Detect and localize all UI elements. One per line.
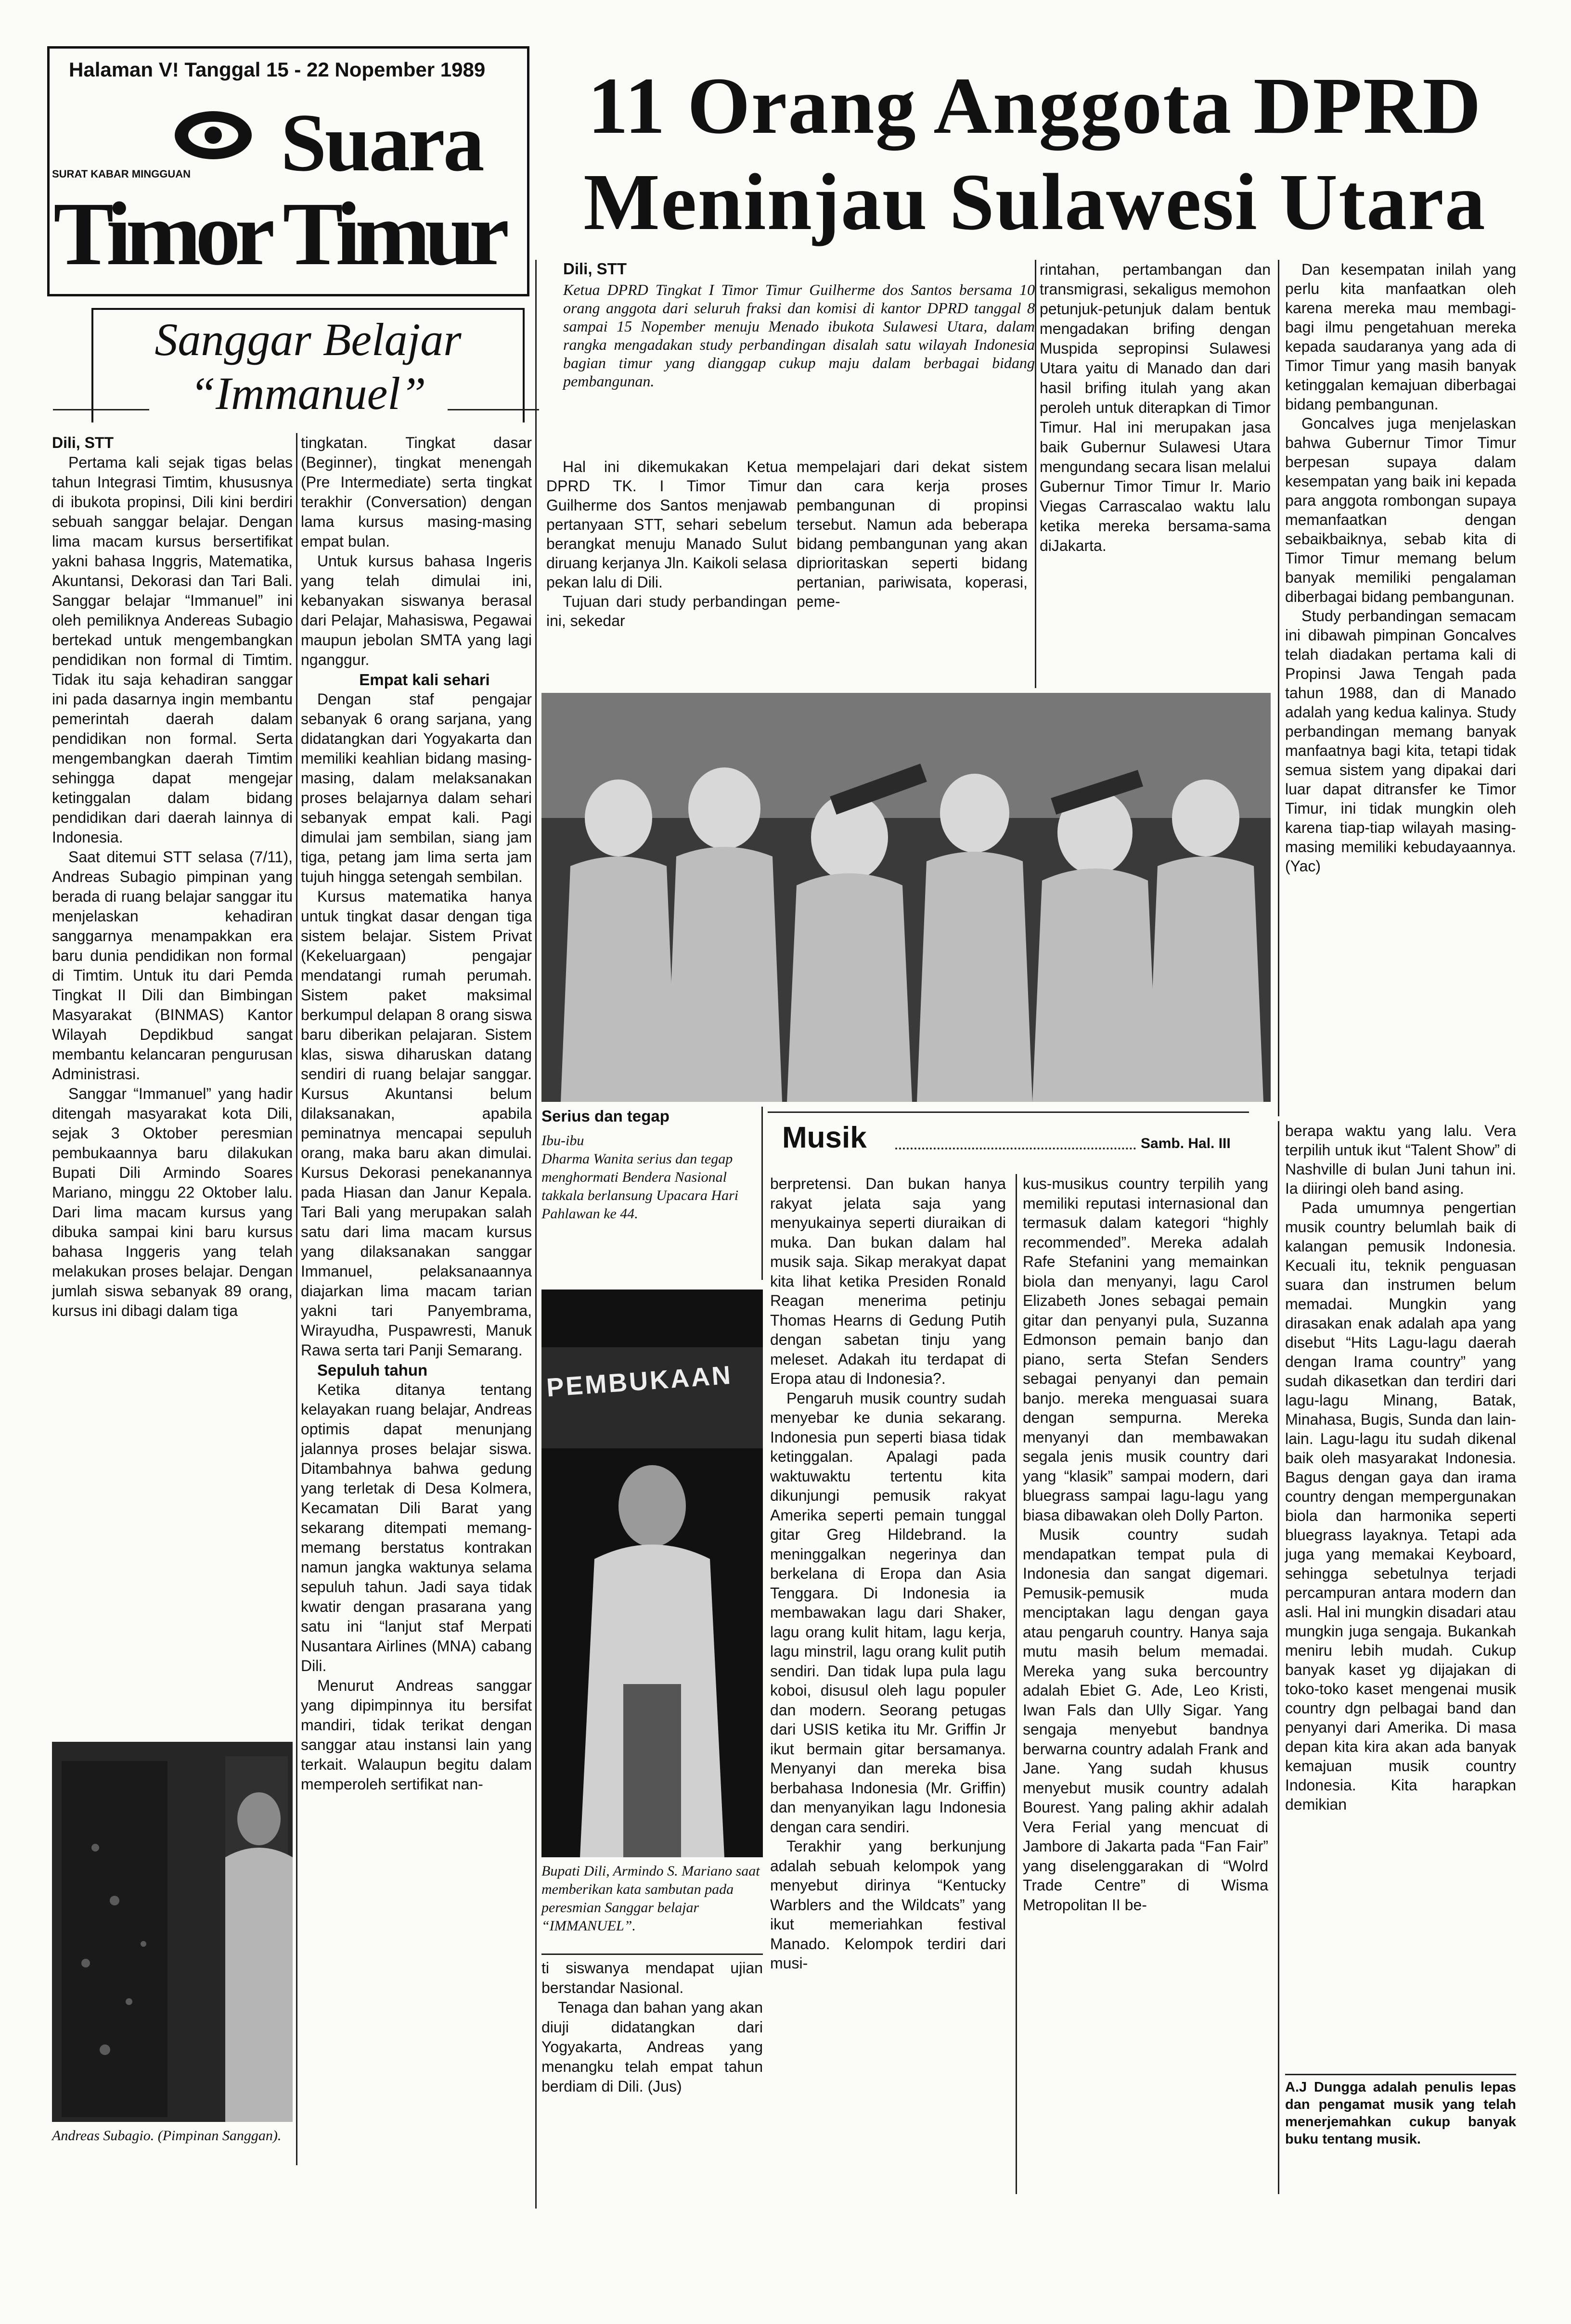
headline-line1: 11 Orang Anggota DPRD bbox=[588, 61, 1482, 151]
sanggar-paragraph: Kursus matematika hanya untuk tingkat dasar dengan tiga sistem belajar. Sistem Privat (Kekeluargaan) pengajar mendatangi rumah perumah. Sistem paket maksimal berkumpul delapan 8 orang siswa baru diberikan pelajaran. Sistem klas, siswa diharuskan datang sendiri di ruang belajar sanggar. Kursus Akuntansi belum dilaksanakan, apabila peminatnya mencapai sepuluh orang, maka baru akan dimulai. Kursus Dekorasi penekanannya pada Hiasan dan Janur Kepala. Tari Bali yang merupakan salah satu dari lima macam kursus yang dilaksanakan sanggar Immanuel, pelaksanaannya diajarkan lima macam tarian yakni tari Panyembrama, Wirayudha, Puspawresti, Manuk Rawa serta tari Panji Semarang. bbox=[301, 888, 532, 1359]
column-rule bbox=[535, 260, 537, 2209]
musik-dots bbox=[895, 1148, 1136, 1149]
andreas-photo-caption: Andreas Subagio. (Pimpinan Sanggan). bbox=[52, 2128, 282, 2144]
dprd-dateline: Dili, STT bbox=[563, 260, 627, 278]
ceremony-caption-title: Serius dan tegap bbox=[541, 1107, 670, 1125]
musik-column-a bbox=[770, 1174, 1006, 1973]
dprd-paragraph: Study perbandingan semacam ini dibawah pimpinan Goncalves telah diadakan pertama kali di Propinsi Jawa Tengah pada tahun 1988, dan di Manado adalah yang kedua kalinya. Study perbandingan memang banyak manfaatnya bagi kita, tetapi tidak semua sistem yang dipakai dari luar dapat ditransfer ke Timor Timur, ini tidak mungkin oleh karena tiap-tiap wilayah masing-masing memiliki kebudayaannya. (Yac) bbox=[1285, 607, 1516, 875]
main-headline bbox=[554, 58, 1516, 250]
masthead-logo bbox=[172, 106, 254, 164]
sanggar-paragraph: tingkatan. Tingkat dasar (Beginner), tingkat menengah (Pre Intermediate) serta tingkat terakhir (Conversation) dengan lama kursus masing-masing empat bulan. bbox=[301, 434, 532, 550]
sanggar-paragraph: Menurut Andreas sanggar yang dipimpinnya itu bersifat mandiri, tidak terikat dengan sanggar atau instansi lain yang terkait. Walaupun begitu dalam memperoleh sertifikat nan- bbox=[301, 1677, 532, 1793]
dprd-paragraph: mempelajari dari dekat sistem dan cara kerja proses pembangunan di propinsi tersebut. Namun ada beberapa bidang pembangunan yang akan diprioritaskan seperti bidang pertanian, pariwisata, koperasi, peme- bbox=[797, 458, 1028, 610]
bupati-photo bbox=[541, 1290, 763, 1857]
musik-samb: Samb. Hal. III bbox=[1141, 1136, 1231, 1151]
bupati-banner-text: PEMBUKAAN bbox=[545, 1360, 734, 1403]
dprd-paragraph: Hal ini dikemukakan Ketua DPRD TK. I Timor Timur Guilherme dos Santos menjawab pertanyaan STT, sehari sebelum berangkat menuju Manado Sulut diruang kerjanya Jln. Kaikoli selasa pekan lalu di Dili. bbox=[546, 458, 787, 591]
sanggar-subhead: Sepuluh tahun bbox=[317, 1361, 428, 1379]
ceremony-caption-box bbox=[541, 1107, 763, 1280]
sanggar-paragraph: Ketika ditanya tentang kelayakan ruang belajar, Andreas optimis dapat menunjang jalannya proses belajar siswa. Ditambahnya bahwa gedung yang terletak di Desa Kolmera, Kecamatan Dili Barat yang sekarang ditempati memang-memang berstatus kontrakan namun jangka waktunya selama sepuluh tahun. Jadi saya tidak kwatir dengan prasarana yang satu ini “lanjut staf Merpati Nusantara Airlines (MNA) cabang Dili. bbox=[301, 1381, 532, 1674]
ceremony-caption-sub: Ibu-ibu bbox=[541, 1133, 584, 1149]
musik-column-b bbox=[1023, 1174, 1268, 1915]
dprd-column-c bbox=[1040, 260, 1271, 556]
dprd-paragraph: Dan kesempatan inilah yang perlu kita manfaatkan oleh karena mereka mau membagi-bagi ilmu pengetahuan mereka kepada saudaranya yang ada di Timor Timur yang masih banyak ketinggalan kemajuan diberbagai bidang pembangunan. bbox=[1285, 261, 1516, 413]
musik-author-note: A.J Dungga adalah penulis lepas dan pengamat musik yang telah menerjemahkan cukup banyak buku tentang musik. bbox=[1285, 2080, 1516, 2147]
sanggar-subhead: Empat kali sehari bbox=[359, 671, 490, 689]
musik-paragraph: berpretensi. Dan bukan hanya rakyat jelata saja yang menyukainya seperti diuraikan di muka. Dan bukan dalam hal musik saja. Sikap merakyat dapat kita lihat ketika Presiden Ronald Reagan menerima petinju Thomas Hearns di Gedung Putih dengan sabetan tinju yang meleset. Adakah itu terdapat di Eropa atau di Indonesia?. bbox=[770, 1175, 1006, 1387]
musik-paragraph: Terakhir yang berkunjung adalah sebuah kelompok yang menyebut dirinya “Kentucky Warblers and the Wildcats” yang ikut memeriahkan festival Manado. Kelompok terdiri dari musi- bbox=[770, 1838, 1006, 1972]
bupati-rule bbox=[541, 1954, 763, 1955]
musik-column-c bbox=[1285, 1121, 1516, 1814]
sanggar-paragraph: ti siswanya mendapat ujian berstandar Nasional. bbox=[541, 1959, 763, 1996]
dprd-paragraph: Goncalves juga menjelaskan bahwa Gubernur Timor Timur berpesan supaya dalam kesempatan yang baik ini kepada para anggota rombongan supaya memanfaatkan dengan sebaikbaiknya, sebab kita di Timor Timur memang belum banyak memiliki pengalaman diberbagai bidang pembangunan. bbox=[1285, 415, 1516, 605]
musik-paragraph: Pada umumnya pengertian musik country belumlah baik di kalangan pemusik Indonesia. Kecuali itu, teknik penguasan suara dan instrumen belum memadai. Mungkin yang dirasakan enak adalah apa yang disebut “Hits Lagu-lagu daerah dengan Irama country” yang sudah dikasetkan dan terdiri dari lagu-lagu Minang, Batak, Minahasa, Bugis, Sunda dan lain-lain. Lagu-lagu itu sudah dikenal baik oleh masyarakat Indonesia. Bagus dengan gaya dan irama country dengan mempergunakan biola dan harmonika seperti bluegrass layaknya. Tetapi ada juga yang memakai Keyboard, sehingga sebetulnya terjadi percampuran antara modern dan asli. Hal ini mungkin disadari atau mungkin juga sengaja. Bukankah meniru lebih mudah. Cukup banyak kaset yg dijajakan di toko-toko kaset mengenai musik country dgn pelbagai band dan penyanyi dari Amerika. Di masa depan kita kira akan ada banyak kemajuan musik country Indonesia. Kita harapkan demikian bbox=[1285, 1199, 1516, 1813]
masthead-box bbox=[47, 46, 529, 296]
musik-paragraph: Pengaruh musik country sudah menyebar ke dunia sekarang. Indonesia pun seperti biasa tidak ketinggalan. Apalagi pada waktuwaktu tertentu kita dikunjungi pemusik rakyat Amerika seperti pemain tunggal gitar Greg Hildebrand. Ia meninggalkan negerinya dan berkelana di Eropa dan Asia Tenggara. Di Indonesia ia membawakan lagu dari Shaker, lagu orang kulit hitam, lagu kerja, lagu minstril, lagu orang kulit putih sendiri. Dan tidak lupa pula lagu koboi, disusul oleh lagu populer dan modern. Seorang petugas dari USIS ketika itu Mr. Griffin Jr ikut bermain gitar bersamanya. Menyanyi dan mereka bisa berbahasa Indonesia (Mr. Griffin) dan menyanyikan lagu Indonesia dengan cara sendiri. bbox=[770, 1389, 1006, 1836]
musik-paragraph: berapa waktu yang lalu. Vera terpilih untuk ikut “Talent Show” di Nashville di bulan Juni tahun ini. Ia diiringi oleh band asing. bbox=[1285, 1122, 1516, 1197]
ceremony-caption: Dharma Wanita serius dan tegap menghormati Bendera Nasional takkala berlansung Upacara Hari Pahlawan ke 44. bbox=[541, 1151, 739, 1222]
musik-title: Musik bbox=[782, 1121, 867, 1154]
musik-paragraph: kus-musikus country terpilih yang memiliki reputasi internasional dan termasuk dalam kategori “highly recommended”. Mereka adalah Rafe Stefanini yang memainkan biola dan menyanyi, lagu Carol Elizabeth Jones sebagai pemain gitar dan penyanyi pula, Suzanna Edmonson pemain banjo dan piano, serta Stefan Senders sebagai penyanyi dan pemain banjo. mereka menguasai suara dengan sempurna. Mereka menyanyi dan membawakan segala jenis musik country dari yang “klasik” sampai modern, dari bluegrass sampai lagu-lagu yang biasa dibawakan oleh Dolly Parton. bbox=[1023, 1175, 1268, 1524]
sanggar-column-2 bbox=[301, 433, 532, 2209]
sanggar-title-line2: “Immanuel” bbox=[190, 368, 426, 419]
sanggar-paragraph: Sanggar “Immanuel” yang hadir ditengah masyarakat kota Dili, sejak 3 Oktober peresmian pembukaannya baru dilakukan Bupati Dili Armindo Soares Mariano, minggu 22 Oktober lalu. Dari lima macam kursus yang dibuka sampai kini baru kursus bahasa Inggeris yang telah melakukan proses belajar. Dengan jumlah siswa sebanyak 89 orang, kursus ini dibagi dalam tiga bbox=[52, 1085, 293, 1319]
dprd-paragraph: Tujuan dari study perbandingan ini, sekedar bbox=[546, 593, 787, 629]
dprd-column-a bbox=[546, 457, 787, 630]
sanggar-title-line1: Sanggar Belajar bbox=[155, 314, 462, 365]
sanggar-paragraph: Tenaga dan bahan yang akan diuji didatangkan dari Yogyakarta, Andreas yang menangku telah empat tahun berdiam di Dili. (Jus) bbox=[541, 1999, 763, 2095]
column-rule bbox=[1016, 1174, 1017, 2194]
column-rule bbox=[1278, 1121, 1279, 2194]
sanggar-dateline: Dili, STT bbox=[52, 434, 114, 451]
sanggar-column-3 bbox=[541, 1958, 763, 2096]
author-rule bbox=[1285, 2074, 1516, 2075]
masthead-title-timor: Timor Timur bbox=[53, 183, 504, 284]
masthead-subtitle: SURAT KABAR MINGGUAN bbox=[52, 168, 191, 180]
headline-line2: Meninjau Sulawesi Utara bbox=[583, 157, 1486, 247]
sanggar-paragraph: Dengan staf pengajar sebanyak 6 orang sarjana, yang didatangkan dari Yogyakarta dan memiliki keahlian bidang masing-masing, dalam melaksanakan proses belajarnya dalam sehari sebanyak empat kali. Pagi dimulai jam sembilan, siang jam tiga, petang jam lima serta jam tujuh hingga setengah sembilan. bbox=[301, 690, 532, 885]
column-rule bbox=[296, 433, 297, 2165]
andreas-photo bbox=[52, 1742, 293, 2122]
page-date: Halaman V! Tanggal 15 - 22 Nopember 1989 bbox=[69, 58, 486, 81]
ceremony-photo bbox=[541, 693, 1271, 1102]
dprd-column-d bbox=[1285, 260, 1516, 876]
sanggar-paragraph: Untuk kursus bahasa Ingeris yang telah dimulai ini, kebanyakan siswanya berasal dari Pelajar, Mahasiswa, Pegawai maupun jebolan SMTA yang lagi nganggur. bbox=[301, 552, 532, 668]
sanggar-paragraph: Pertama kali sejak tigas belas tahun Integrasi Timtim, khususnya di ibukota propinsi, Dili kini berdiri sebuah sanggar belajar. Dengan lima macam kursus bersertifikat yakni bahasa Inggris, Matematika, Akuntansi, Dekorasi dan Tari Bali. Sanggar belajar “Immanuel” ini oleh pemiliknya Andereas Subagio bertekad untuk mengembangkan pendidikan non formal di Timtim. Tidak itu saja kehadiran sanggar ini pada dasarnya ingin membantu pemerintah daerah dalam pendidikan non formal. Serta mengembangkan daerah Timtim sehingga dapat mengejar ketinggalan dalam bidang pendidikan dari daerah lainnya di Indonesia. bbox=[52, 454, 293, 846]
bupati-photo-caption: Bupati Dili, Armindo S. Mariano saat memberikan kata sambutan pada peresmian Sanggar belajar “IMMANUEL”. bbox=[541, 1863, 760, 1934]
masthead-title-suara: Suara bbox=[281, 97, 483, 189]
dprd-paragraph: rintahan, pertambangan dan transmigrasi, sekaligus memohon petunjuk-petunjuk dalam bentuk mengadakan brifing dengan Muspida sepropinsi Sulawesi Utara yaitu di Manado dan dari hasil brifing itulah yang akan peroleh untuk diterapkan di Timor Timur. Hal ini merupakan jasa baik Gubernur Sulawesi Utara mengundang secara lisan melalui Gubernur Timor Timur Ir. Mario Viegas Carrascalao waktu lalu ketika mereka bersama-sama diJakarta. bbox=[1040, 261, 1271, 554]
sanggar-title bbox=[91, 313, 525, 421]
musik-top-rule bbox=[768, 1111, 1249, 1113]
sanggar-paragraph: Saat ditemui STT selasa (7/11), Andreas Subagio pimpinan yang berada di ruang belajar sanggar itu menjelaskan kehadiran sanggarnya menampakkan era baru dunia pendidikan non formal di Timtim. Untuk itu dari Pemda Tingkat II Dili dan Bimbingan Masyarakat (BINMAS) Kantor Wilayah Depdikbud sangat membantu kelancaran pengurusan Administrasi. bbox=[52, 848, 293, 1083]
dprd-lead: Ketua DPRD Tingkat I Timor Timur Guilherme dos Santos bersama 10 orang anggota dari seluruh fraksi dan komisi di kantor DPRD tanggal 8 sampai 15 Nopember menuju Menado ibukota Sulawesi Utara, dalam rangka mengadakan study perbandingan disalah satu wilayah Indonesia bagian timur yang dianggap cukup maju dalam berbagai bidang pembangunan. bbox=[563, 281, 1035, 390]
column-rule bbox=[1035, 260, 1036, 688]
musik-paragraph: Musik country sudah mendapatkan tempat pula di Indonesia dan sangat digemari. Pemusik-pemusik muda menciptakan lagu dengan gaya atau pengaruh country. Hanya saja mutu masih belum memadai. Mereka yang suka bercountry adalah Ebiet G. Ade, Leo Kristi, Iwan Fals dan Ully Sigar. Yang sengaja menyebut bandnya berwarna country adalah Frank and Jane. Yang sudah khusus menyebut musik country adalah Bourest. Yang paling akhir adalah Vera Ferial yang mencuat di Jambore di Jakarta pada “Fan Fair” yang diselenggarakan di “Wolrd Trade Centre” di Wisma Metropolitan II be- bbox=[1023, 1526, 1268, 1914]
dprd-column-b bbox=[797, 457, 1028, 611]
column-rule bbox=[1278, 260, 1279, 1116]
